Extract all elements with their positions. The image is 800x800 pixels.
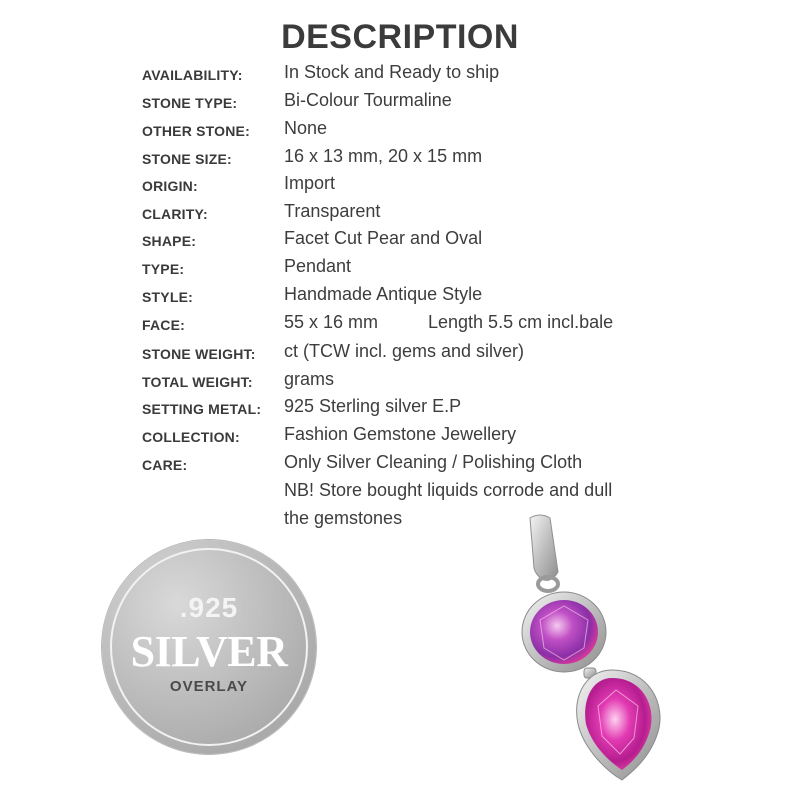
spec-label: ORIGIN: [142,178,198,194]
spec-label: STONE WEIGHT: [142,346,256,362]
spec-value: Fashion Gemstone Jewellery [284,424,517,444]
pear-gem [577,670,660,780]
spec-row-type [0,256,800,282]
spec-label: STONE TYPE: [142,95,238,111]
spec-value: 55 x 16 mm [284,312,379,332]
spec-label: SHAPE: [142,233,197,249]
page-title: DESCRIPTION [281,18,519,56]
spec-row-face [0,312,800,338]
spec-value: grams [284,369,335,389]
spec-label: CARE: [142,457,188,473]
spec-row-clarity [0,201,800,227]
spec-label: COLLECTION: [142,429,240,445]
spec-row-stone-weight [0,341,800,367]
pendant-image [500,510,690,790]
spec-value: Facet Cut Pear and Oval [284,228,483,248]
spec-label: CLARITY: [142,206,208,222]
spec-row-origin [0,173,800,199]
spec-label: FACE: [142,317,185,333]
spec-row-setting-metal [0,396,800,422]
spec-value: Handmade Antique Style [284,284,483,304]
spec-value: Only Silver Cleaning / Polishing Cloth [284,452,583,472]
spec-value: Import [284,173,336,193]
spec-label: AVAILABILITY: [142,67,243,83]
spec-row-other-stone [0,118,800,144]
badge-purity: .925 [179,592,239,623]
bale [530,515,558,591]
spec-value: In Stock and Ready to ship [284,62,500,82]
spec-value-length: Length 5.5 cm incl.bale [428,312,614,332]
oval-gem [522,592,606,672]
spec-row-total-weight [0,369,800,395]
spec-row-stone-size [0,146,800,172]
badge-finish: OVERLAY [169,678,249,695]
spec-label: OTHER STONE: [142,123,250,139]
spec-row-stone-type [0,90,800,116]
spec-value: None [284,118,328,138]
spec-label: TYPE: [142,261,185,277]
badge-metal: SILVER [130,627,288,676]
spec-label: SETTING METAL: [142,401,262,417]
spec-value: Pendant [284,256,352,276]
spec-label: STYLE: [142,289,193,305]
spec-label: TOTAL WEIGHT: [142,374,253,390]
spec-value: ct (TCW incl. gems and silver) [284,341,525,361]
spec-row-availability [0,62,800,88]
spec-value: Transparent [284,201,381,221]
silver-overlay-badge [102,540,316,754]
care-continuation-line: the gemstones [284,508,403,528]
spec-value: Bi-Colour Tourmaline [284,90,452,110]
spec-label: STONE SIZE: [142,151,232,167]
spec-row-collection [0,424,800,450]
spec-row-style [0,284,800,310]
spec-row-shape [0,228,800,254]
care-continuation-line: NB! Store bought liquids corrode and dull [284,480,613,500]
spec-value: 925 Sterling silver E.P [284,396,462,416]
spec-row-care [0,452,800,478]
spec-value: 16 x 13 mm, 20 x 15 mm [284,146,483,166]
